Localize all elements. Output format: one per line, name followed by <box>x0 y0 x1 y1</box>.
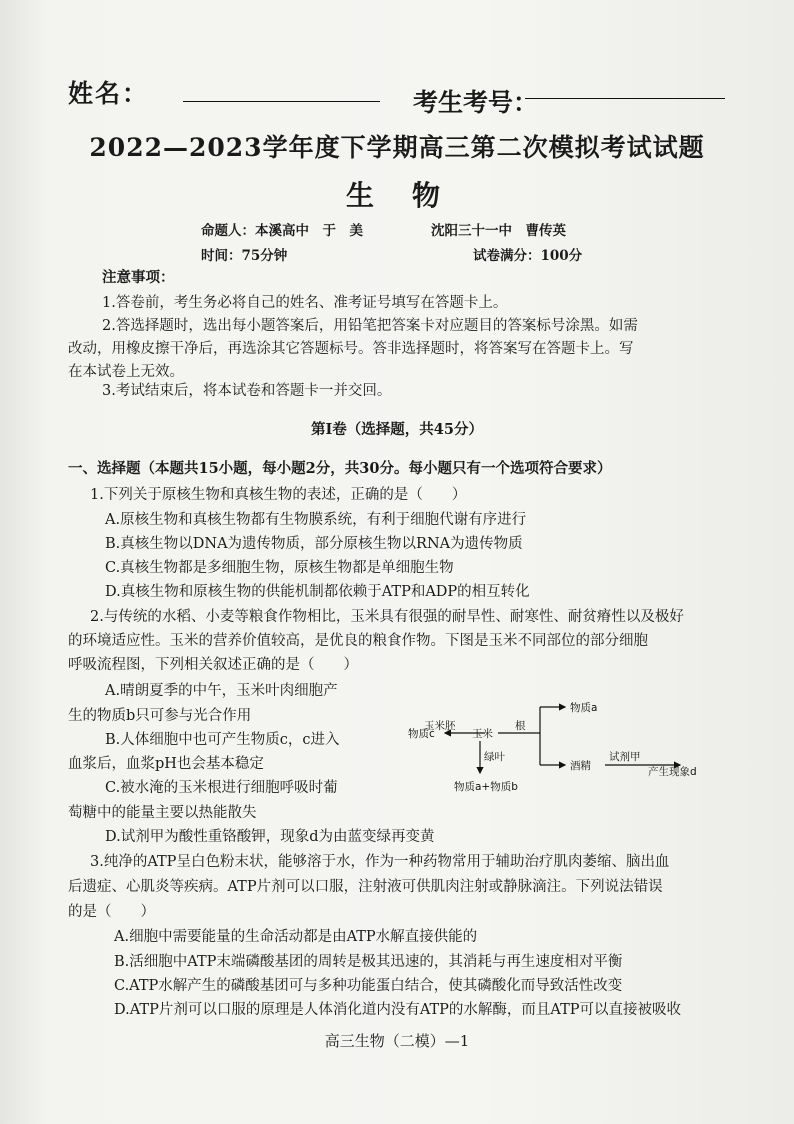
q3-stem-2: 后遗症、心肌炎等疾病。ATP片剂可以口服，注射液可供肌肉注射或静脉滴注。下列说法错误 <box>68 879 663 895</box>
exam-title: 2022—2023学年度下学期高三第二次模拟考试试题 <box>89 133 705 162</box>
q1-option-c[interactable]: C.真核生物都是多细胞生物，原核生物都是单细胞生物 <box>105 560 454 576</box>
note-2-cont: 改动，用橡皮擦干净后，再选涂其它答题标号。答非选择题时，将答案写在答题卡上。写 <box>68 341 634 357</box>
name-blank-line[interactable] <box>183 101 380 102</box>
leaf-label: 绿叶 <box>484 751 505 763</box>
q2-option-d[interactable]: D.试剂甲为酸性重铬酸钾，现象d为由蓝变绿再变黄 <box>105 829 435 845</box>
q3-option-c[interactable]: C.ATP水解产生的磷酸基团可与多种功能蛋白结合，使其磷酸化而导致活性改变 <box>114 978 623 994</box>
q2-option-c[interactable]: C.被水淹的玉米根进行细胞呼吸时葡 <box>105 780 338 796</box>
exam-number-blank-line[interactable] <box>525 98 725 99</box>
q3-stem-3: 的是（ ） <box>68 904 155 920</box>
q2-stem-3: 呼吸流程图，下列相关叙述正确的是（ ） <box>68 657 358 673</box>
note-3: 3.考试结束后，将本试卷和答题卡一并交回。 <box>102 383 392 399</box>
subject-title: 生物 <box>345 179 478 212</box>
part-1-heading: 一、选择题（本题共15小题，每小题2分，共30分。每小题只有一个选项符合要求） <box>68 460 612 477</box>
respiration-flow-diagram <box>400 693 730 803</box>
full-score: 试卷满分：100分 <box>473 248 583 264</box>
q2-stem-2: 的环境适应性。玉米的营养价值较高，是优良的粮食作物。下图是玉米不同部位的部分细胞 <box>68 633 648 649</box>
notes-heading: 注意事项： <box>102 269 175 286</box>
alcohol-label: 酒精 <box>570 760 591 772</box>
embryo-label-vis: 玉米胚 <box>424 720 456 732</box>
substance-a-label: 物质a <box>570 702 598 714</box>
note-2-end: 在本试卷上无效。 <box>68 364 184 380</box>
q2-stem-1: 2.与传统的水稻、小麦等粮食作物相比，玉米具有很强的耐旱性、耐寒性、耐贫瘠性以及极好 <box>90 609 684 625</box>
q2-option-c-cont: 萄糖中的能量主要以热能散失 <box>68 805 257 821</box>
phenomenon-label: 产生现象d <box>648 766 697 778</box>
q2-option-a[interactable]: A.晴朗夏季的中午，玉米叶肉细胞产 <box>105 683 338 699</box>
q3-option-b[interactable]: B.活细胞中ATP末端磷酸基团的周转是极其迅速的，其消耗与再生速度相对平衡 <box>114 954 623 970</box>
q3-stem-1: 3.纯净的ATP呈白色粉末状，能够溶于水，作为一种药物常用于辅助治疗肌肉萎缩、脑出血 <box>90 854 670 870</box>
authors-1: 命题人：本溪高中 于 美 <box>201 223 363 239</box>
corn-label: 玉米 <box>472 728 493 740</box>
root-label: 根 <box>515 720 526 732</box>
q2-option-b[interactable]: B.人体细胞中也可产生物质c，c进入 <box>105 732 340 748</box>
exam-time: 时间：75分钟 <box>201 248 288 264</box>
exam-number-label: 考生考号： <box>413 88 539 117</box>
q2-option-a-cont: 生的物质b只可参与光合作用 <box>68 708 252 724</box>
name-label: 姓名： <box>68 79 150 108</box>
reagent-label: 试剂甲 <box>609 751 641 763</box>
section-title: 第Ⅰ卷（选择题，共45分） <box>311 421 483 438</box>
q3-option-d[interactable]: D.ATP片剂可以口服的原理是人体消化道内没有ATP的水解酶，而且ATP可以直接被吸收 <box>114 1002 682 1018</box>
q1-option-b[interactable]: B.真核生物以DNA为遗传物质，部分原核生物以RNA为遗传物质 <box>105 536 523 552</box>
q1-option-d[interactable]: D.真核生物和原核生物的供能机制都依赖于ATP和ADP的相互转化 <box>105 584 530 600</box>
substance-c-label: 物质c <box>408 728 435 740</box>
q3-option-a[interactable]: A.细胞中需要能量的生命活动都是由ATP水解直接供能的 <box>114 929 478 945</box>
substance-ab-label: 物质a+物质b <box>454 781 518 793</box>
q1-option-a[interactable]: A.原核生物和真核生物都有生物膜系统，有利于细胞代谢有序进行 <box>105 512 527 528</box>
q2-option-b-cont: 血浆后，血浆pH也会基本稳定 <box>68 756 264 772</box>
page-footer: 高三生物（二模）—1 <box>324 1032 470 1050</box>
note-1: 1.答卷前，考生务必将自己的姓名、准考证号填写在答题卡上。 <box>102 295 508 311</box>
note-2: 2.答选择题时，选出每小题答案后，用铅笔把答案卡对应题目的答案标号涂黑。如需 <box>102 318 638 334</box>
authors-2: 沈阳三十一中 曹传英 <box>431 223 566 239</box>
q1-stem: 1.下列关于原核生物和真核生物的表述，正确的是（ ） <box>90 487 467 503</box>
